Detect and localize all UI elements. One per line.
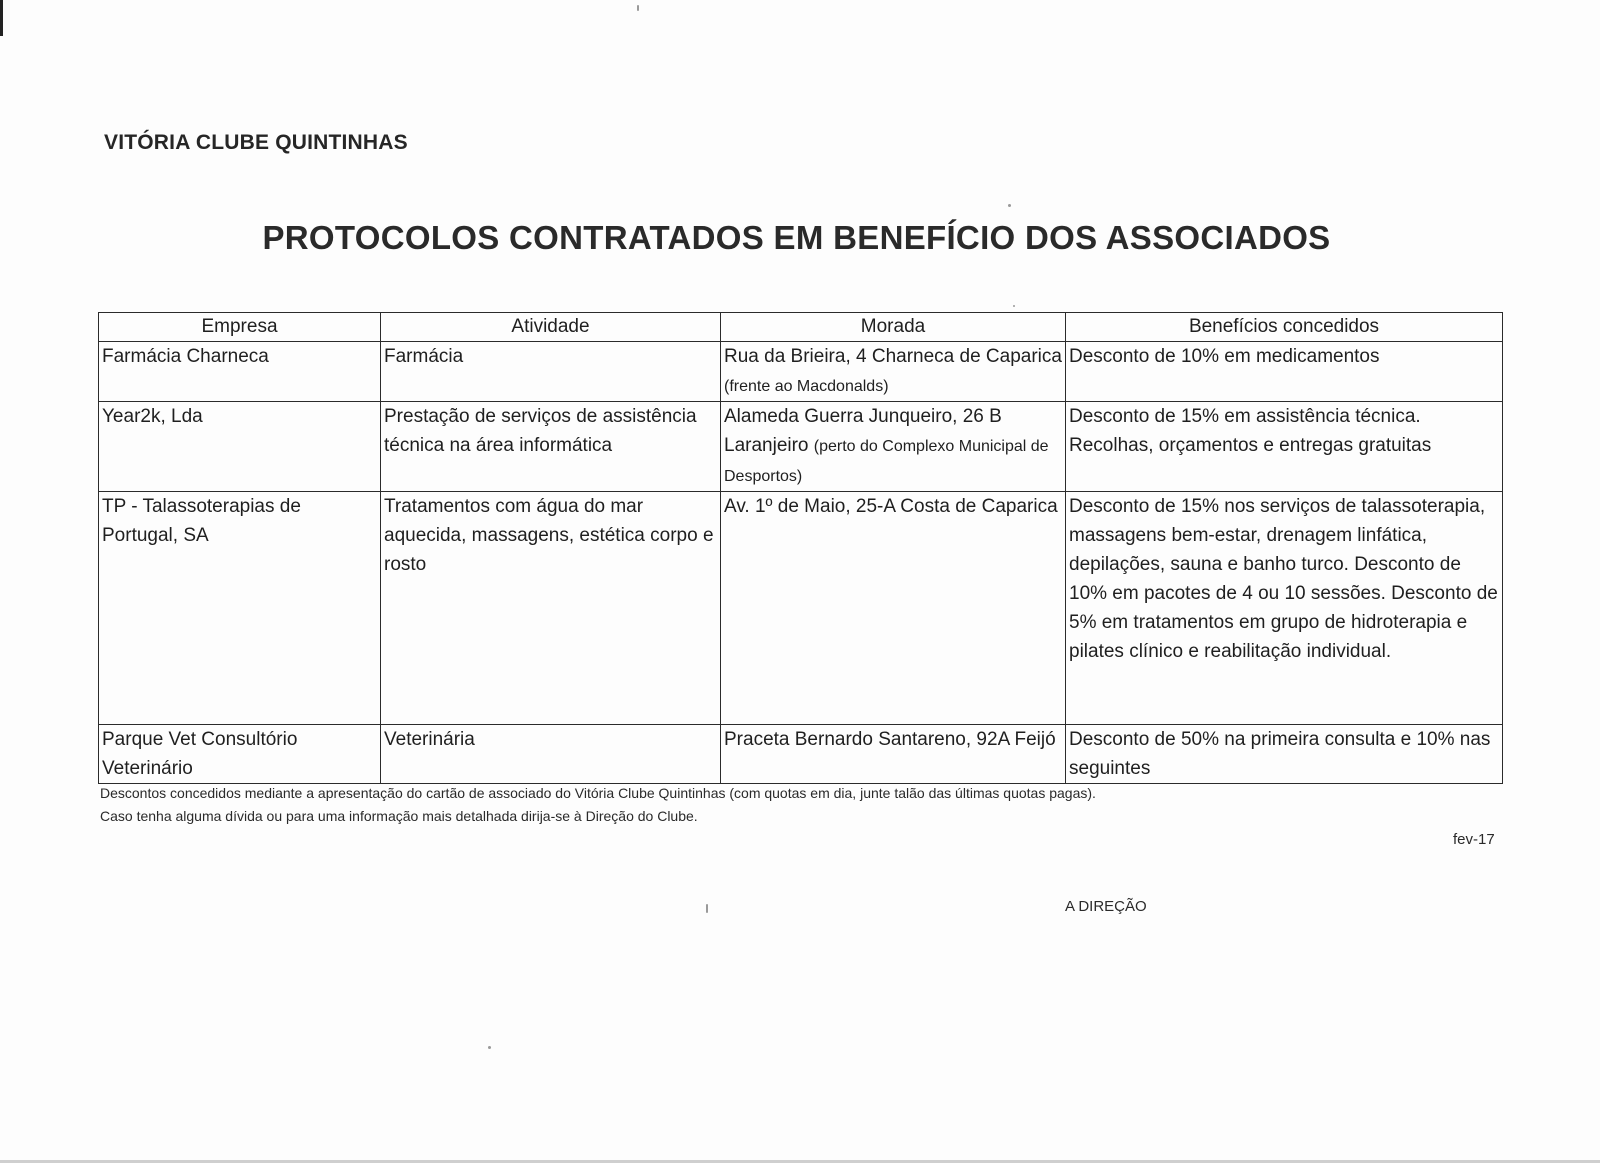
- footnotes: [100, 782, 1096, 828]
- cell-morada: [721, 492, 1066, 725]
- column-header-beneficios: Benefícios concedidos: [1066, 313, 1503, 342]
- morada-note: (perto do Complexo Municipal de Desportos): [724, 438, 1049, 485]
- morada-text: Alameda Guerra Junqueiro, 26 B Laranjeiro: [724, 406, 1002, 456]
- cell-beneficios: Desconto de 15% nos serviços de talassoterapia, massagens bem-estar, drenagem linfática, depilações, sauna e banho turco. Desconto de 10% em pacotes de 4 ou 10 sessões. Desconto de 5% em tratamentos em grupo de hidroterapia e pilates clínico e reabilitação individual.: [1066, 492, 1503, 725]
- footnote-contact: Caso tenha alguma dívida ou para uma informação mais detalhada dirija-se à Direção do Clube.: [100, 808, 698, 824]
- cell-morada: [721, 402, 1066, 492]
- document-date: fev-17: [1453, 831, 1495, 848]
- document-title-wrapper: [0, 219, 1600, 257]
- scan-speck: [637, 5, 639, 11]
- table-row: [99, 725, 1503, 784]
- scan-edge-mark: [0, 0, 3, 36]
- footnote-discount-conditions: Descontos concedidos mediante a apresentação do cartão de associado do Vitória Clube Quintinhas (com quotas em dia, junte talão das últimas quotas pagas).: [100, 785, 1096, 801]
- table-header-row: [99, 313, 1503, 342]
- morada-text: Av. 1º de Maio, 25-A Costa de Caparica: [724, 496, 1058, 517]
- cell-atividade: Veterinária: [381, 725, 721, 784]
- signature: A DIREÇÃO: [1065, 898, 1147, 915]
- cell-beneficios: Desconto de 10% em medicamentos: [1066, 342, 1503, 402]
- morada-text: Praceta Bernardo Santareno, 92A Feijó: [724, 729, 1056, 750]
- cell-atividade: Prestação de serviços de assistência técnica na área informática: [381, 402, 721, 492]
- cell-empresa: Farmácia Charneca: [99, 342, 381, 402]
- cell-atividade: Farmácia: [381, 342, 721, 402]
- cell-empresa: Year2k, Lda: [99, 402, 381, 492]
- cell-empresa: TP - Talassoterapias de Portugal, SA: [99, 492, 381, 725]
- table-row: [99, 492, 1503, 725]
- table-row: [99, 342, 1503, 402]
- table-row: [99, 402, 1503, 492]
- scan-speck: [706, 904, 708, 913]
- scan-speck: [1013, 305, 1015, 307]
- cell-morada: [721, 725, 1066, 784]
- document-title: PROTOCOLOS CONTRATADOS EM BENEFÍCIO DOS ASSOCIADOS: [262, 219, 1331, 256]
- morada-note: (frente ao Macdonalds): [724, 378, 889, 395]
- column-header-atividade: Atividade: [381, 313, 721, 342]
- scan-speck: [488, 1046, 491, 1049]
- cell-beneficios: Desconto de 15% em assistência técnica. Recolhas, orçamentos e entregas gratuitas: [1066, 402, 1503, 492]
- cell-empresa: Parque Vet Consultório Veterinário: [99, 725, 381, 784]
- morada-text: Rua da Brieira, 4 Charneca de Caparica: [724, 346, 1062, 367]
- cell-morada: [721, 342, 1066, 402]
- column-header-empresa: Empresa: [99, 313, 381, 342]
- cell-atividade: Tratamentos com água do mar aquecida, massagens, estética corpo e rosto: [381, 492, 721, 725]
- protocols-table: [98, 312, 1503, 784]
- cell-beneficios: Desconto de 50% na primeira consulta e 10% nas seguintes: [1066, 725, 1503, 784]
- column-header-morada: Morada: [721, 313, 1066, 342]
- club-name: VITÓRIA CLUBE QUINTINHAS: [104, 131, 408, 154]
- scan-speck: [1008, 204, 1011, 207]
